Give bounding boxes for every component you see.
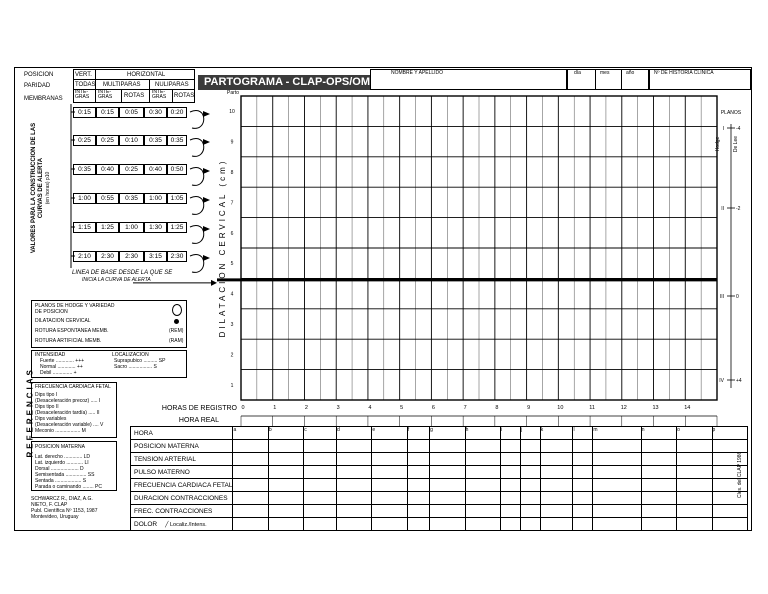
- bottom-table-cell[interactable]: l: [573, 427, 593, 440]
- alert-values-cell: 1:25: [96, 222, 119, 233]
- rotas-col5: ROTAS: [174, 93, 195, 99]
- bottom-table-row-label: PULSO MATERNO: [131, 466, 233, 479]
- baseline-line2: INICIA LA CURVA DE ALERTA: [82, 277, 151, 283]
- bottom-table-cell[interactable]: e: [372, 427, 407, 440]
- x-tick-label: 11: [589, 405, 595, 411]
- hodge-plane-label: I: [722, 126, 724, 132]
- bottom-table-cell[interactable]: [500, 492, 520, 505]
- row-label-membranas: MEMBRANAS: [24, 96, 63, 102]
- ref-rotura-esp: ROTURA ESPONTANEA MEMB.: [35, 328, 109, 334]
- bottom-table-cell[interactable]: [465, 479, 500, 492]
- bottom-table-cell[interactable]: [593, 440, 641, 453]
- ref-rotura-art-code: (RAM): [169, 338, 184, 344]
- x-tick-label: 9: [527, 405, 531, 411]
- x-tick-label: 3: [336, 405, 340, 411]
- ref-intensidad-1: Fuerte ............. +++: [40, 358, 85, 364]
- bottom-table-cell[interactable]: [540, 492, 573, 505]
- alert-values-cell: 0:35: [167, 135, 187, 146]
- bottom-table-cell[interactable]: [573, 440, 593, 453]
- bottom-table-cell[interactable]: [520, 492, 540, 505]
- alert-values-cell: 0:40: [96, 164, 119, 175]
- alert-values-cell: 2:30: [167, 251, 187, 262]
- form-title: PARTOGRAMA - CLAP-OPS/OMS: [204, 76, 378, 88]
- hodge-plane-label: III: [719, 294, 724, 300]
- bottom-table-cell[interactable]: [337, 505, 372, 518]
- bottom-table-cell[interactable]: i: [500, 427, 520, 440]
- alert-values-cell: 1:25: [167, 222, 187, 233]
- bottom-table-cell[interactable]: [430, 479, 465, 492]
- bottom-table-cell[interactable]: [520, 466, 540, 479]
- date-day-label: día: [574, 70, 581, 76]
- nuliparas-header: NULIPARAS: [155, 82, 189, 88]
- bottom-table-cell[interactable]: [641, 479, 676, 492]
- ref-posicion-item: Lat. derecho ............. LD: [35, 454, 91, 460]
- bottom-table-cell[interactable]: [677, 453, 712, 466]
- y-tick-label: 2: [230, 352, 234, 359]
- delee-plane-label: 0: [736, 294, 739, 300]
- bottom-table-cell[interactable]: [540, 479, 573, 492]
- ref-intensidad: INTENSIDAD: [35, 352, 66, 358]
- alert-values-cell: 0:55: [96, 193, 119, 204]
- alert-arrow-icon: [203, 139, 210, 145]
- bottom-table-cell[interactable]: [593, 518, 641, 531]
- hodge-label: Hodge: [715, 136, 721, 152]
- bottom-table-cell[interactable]: [233, 440, 268, 453]
- y-axis-title: DILATACION CERVICAL (cm): [218, 158, 227, 338]
- alert-values-cell: 0:35: [73, 164, 96, 175]
- ref-localizacion-1: Suprapubico .......... SP: [114, 358, 166, 364]
- bottom-table-cell[interactable]: n: [641, 427, 676, 440]
- ref-intensidad-2: Normal ............. ++: [40, 364, 83, 370]
- bottom-table-cell[interactable]: [268, 453, 303, 466]
- bottom-table-cell[interactable]: [304, 440, 337, 453]
- alert-values-cell: 2:10: [73, 251, 96, 262]
- multiparas-header: MULTIPARAS: [103, 82, 141, 88]
- x-tick-label: 12: [620, 405, 627, 411]
- bottom-table-row-label: POSICION MATERNA: [131, 440, 233, 453]
- bottom-table-cell[interactable]: j: [520, 427, 540, 440]
- y-tick-label: 5: [230, 261, 234, 268]
- x-tick-label: 1: [273, 405, 277, 411]
- bottom-table-cell[interactable]: [573, 505, 593, 518]
- y-tick-label: 4: [230, 291, 234, 298]
- ref-fcf-title: FRECUENCIA CARDIACA FETAL: [35, 384, 111, 390]
- y-tick-label: 9: [230, 139, 234, 146]
- delee-label: De Lee: [733, 135, 739, 153]
- ref-posicion-item: Lat. izquierdo ............ LI: [35, 460, 89, 466]
- alert-values-cell: 1:05: [167, 193, 187, 204]
- bottom-table-cell[interactable]: [520, 518, 540, 531]
- ref-planos: PLANOS DE HODGE Y VARIEDAD DE POSICION: [35, 303, 115, 315]
- bottom-table-cell[interactable]: [430, 518, 465, 531]
- bottom-table-cell[interactable]: [372, 453, 407, 466]
- bottom-table-cell[interactable]: [573, 453, 593, 466]
- bottom-table-row: [131, 453, 748, 466]
- planes-label: PLANOS: [720, 110, 742, 116]
- hodge-plane-label: IV: [719, 378, 724, 384]
- bottom-table-row: [131, 427, 748, 440]
- ref-rotura-esp-code: (REM): [169, 328, 184, 334]
- parto-label: Parto: [227, 90, 239, 96]
- bottom-table-cell[interactable]: [372, 479, 407, 492]
- bottom-table-cell[interactable]: [304, 479, 337, 492]
- bottom-table-cell[interactable]: [233, 479, 268, 492]
- bottom-table-cell[interactable]: [372, 505, 407, 518]
- todas-header: TODAS: [75, 82, 96, 88]
- bottom-table-cell[interactable]: [712, 505, 747, 518]
- references-label: REFERENCIAS: [25, 367, 35, 458]
- alert-curve-bracket: [190, 139, 204, 157]
- bottom-table-cell[interactable]: [407, 466, 429, 479]
- bottom-table-cell[interactable]: [540, 440, 573, 453]
- alert-values-cell: 0:35: [144, 135, 167, 146]
- bottom-table-cell[interactable]: g: [430, 427, 465, 440]
- bottom-table-cell[interactable]: [593, 492, 641, 505]
- bottom-table-row-label: FRECUENCIA CARDIACA FETAL: [131, 479, 233, 492]
- ref-posicion-list: [35, 454, 102, 490]
- y-tick-label: 7: [230, 200, 234, 207]
- x-tick-label: 0: [241, 405, 245, 411]
- integras-col4: INTE- GRAS: [152, 89, 167, 100]
- alert-curve-bracket: [190, 255, 204, 273]
- alert-values-cell: 1:00: [73, 193, 96, 204]
- record-label: Nº DE HISTORIA CLINICA: [654, 70, 714, 76]
- references-box-1: [31, 300, 187, 348]
- x-tick-label: 2: [304, 405, 308, 411]
- bottom-table-cell[interactable]: [520, 479, 540, 492]
- rotas-col3: ROTAS: [124, 93, 145, 99]
- alert-values-cell: 1:00: [119, 222, 144, 233]
- bottom-table-cell[interactable]: [430, 440, 465, 453]
- bottom-table-cell[interactable]: [268, 440, 303, 453]
- alert-values-cell: 2:30: [119, 251, 144, 262]
- integras-col1: INTE- GRAS: [75, 89, 90, 100]
- bottom-table-cell[interactable]: [520, 505, 540, 518]
- ref-fcf-item: Dips variables: [35, 416, 67, 422]
- bottom-table-cell[interactable]: [677, 505, 712, 518]
- alert-arrow-icon: [203, 255, 210, 261]
- ref-dilatacion: DILATACION CERVICAL: [35, 318, 91, 324]
- bottom-table-cell[interactable]: c: [304, 427, 337, 440]
- references-box-fcf: [31, 382, 117, 438]
- alert-curve-bracket: [190, 111, 204, 129]
- ref-fcf-item: Dips tipo II: [35, 404, 59, 410]
- bottom-table-cell[interactable]: [573, 492, 593, 505]
- x-tick-label: 6: [431, 405, 435, 411]
- horizontal-header: HORIZONTAL: [127, 72, 166, 78]
- bottom-table-cell[interactable]: [520, 453, 540, 466]
- bottom-table-cell[interactable]: k: [540, 427, 573, 440]
- bottom-table-cell[interactable]: [337, 479, 372, 492]
- alert-values-cell: 0:05: [119, 107, 144, 118]
- bottom-data-table: [130, 426, 748, 531]
- partograph-form: [14, 67, 752, 531]
- bottom-table-cell[interactable]: [407, 518, 429, 531]
- bottom-table-row: [131, 505, 748, 518]
- alert-curve-bracket: [190, 197, 204, 215]
- y-tick-label: 8: [230, 170, 234, 176]
- alert-values-cell: 1:15: [73, 222, 96, 233]
- ref-fcf-item: Dips tipo I: [35, 392, 58, 398]
- bottom-table-cell[interactable]: [407, 440, 429, 453]
- alert-arrow-icon: [203, 168, 210, 174]
- ref-posicion-item: Dorsal .................... D: [35, 466, 84, 472]
- bottom-table-cell[interactable]: f: [407, 427, 429, 440]
- bottom-table-row-label: HORA: [131, 427, 233, 440]
- hodge-symbol-icon: [172, 304, 182, 316]
- bottom-table-cell[interactable]: [500, 518, 520, 531]
- bottom-table-cell[interactable]: [465, 492, 500, 505]
- name-label: NOMBRE Y APELLIDO: [391, 70, 444, 76]
- y-tick-label: 3: [230, 322, 234, 328]
- date-year-label: año: [626, 70, 635, 76]
- alert-values-cell: 0:50: [167, 164, 187, 175]
- bottom-table-cell[interactable]: d: [337, 427, 372, 440]
- bottom-table-cell[interactable]: [268, 492, 303, 505]
- bottom-table-cell[interactable]: [465, 518, 500, 531]
- bottom-table-cell[interactable]: [430, 453, 465, 466]
- delee-plane-label: -2: [736, 206, 741, 212]
- alert-values-cell: 0:20: [167, 107, 187, 118]
- bottom-table-cell[interactable]: [304, 453, 337, 466]
- bottom-table-cell[interactable]: [407, 505, 429, 518]
- bottom-table-cell[interactable]: [573, 518, 593, 531]
- ref-posicion-item: Sentada ................... S: [35, 478, 87, 484]
- bottom-table-cell[interactable]: [677, 492, 712, 505]
- credits: [31, 496, 98, 520]
- bottom-table-cell[interactable]: [593, 453, 641, 466]
- bottom-table-row-label: DOLOR ╱ Localiz./Intens.: [131, 518, 233, 531]
- alert-values-cell: 0:15: [96, 107, 119, 118]
- bottom-table-cell[interactable]: [304, 466, 337, 479]
- bottom-table-cell[interactable]: [500, 453, 520, 466]
- y-tick-label: 1: [230, 382, 234, 389]
- bottom-table-cell[interactable]: [268, 479, 303, 492]
- bottom-table-cell[interactable]: [407, 453, 429, 466]
- vert-header: VERT.: [75, 72, 92, 78]
- references-box-posicion: [31, 441, 117, 491]
- x-tick-label: 7: [463, 405, 467, 411]
- y-tick-label: 10: [229, 109, 235, 116]
- bottom-table-cell[interactable]: [540, 518, 573, 531]
- bottom-table-cell[interactable]: [407, 479, 429, 492]
- bottom-table-row: [131, 440, 748, 453]
- bottom-table-cell[interactable]: [304, 505, 337, 518]
- dilatation-dot-icon: [174, 319, 179, 324]
- bottom-table-cell[interactable]: [268, 466, 303, 479]
- bottom-table-cell[interactable]: [372, 466, 407, 479]
- x-tick-label: 10: [557, 405, 564, 411]
- bottom-table-row-label: FREC. CONTRACCIONES: [131, 505, 233, 518]
- bottom-table-row: [131, 492, 748, 505]
- bottom-table-cell[interactable]: [407, 492, 429, 505]
- bottom-table-cell[interactable]: [500, 505, 520, 518]
- references-box-2: [31, 350, 187, 378]
- credit-line: Montevideo, Uruguay: [31, 514, 79, 520]
- bottom-table-row: [131, 518, 748, 531]
- bottom-table-cell[interactable]: [540, 453, 573, 466]
- alert-values-subtitle: (en horas) p10: [45, 171, 51, 205]
- bottom-table-cell[interactable]: [337, 466, 372, 479]
- bottom-table-cell[interactable]: [304, 518, 337, 531]
- x-axis-title: HORAS DE REGISTRO: [161, 405, 237, 412]
- bottom-table-cell[interactable]: [268, 505, 303, 518]
- footer-code-text: Cles. del CLAP 1986: [737, 451, 743, 498]
- real-time-title: HORA REAL: [178, 417, 219, 424]
- bottom-table-row: [131, 466, 748, 479]
- footer-code: [738, 452, 743, 498]
- alert-curve-bracket: [190, 226, 204, 244]
- bottom-table-cell[interactable]: [573, 479, 593, 492]
- bottom-table-cell[interactable]: [593, 466, 641, 479]
- bottom-table-cell[interactable]: [540, 466, 573, 479]
- alert-values-cell: 0:25: [96, 135, 119, 146]
- alert-values-cell: 0:15: [73, 107, 96, 118]
- bottom-table-cell[interactable]: [712, 440, 747, 453]
- alert-arrow-icon: [203, 197, 210, 203]
- alert-values-cell: 2:30: [96, 251, 119, 262]
- delee-plane-label: -4: [736, 126, 741, 132]
- bottom-table-cell[interactable]: h: [465, 427, 500, 440]
- bottom-table-cell[interactable]: o: [677, 427, 712, 440]
- bottom-table-cell[interactable]: [233, 453, 268, 466]
- bottom-table-cell[interactable]: [573, 466, 593, 479]
- credit-line: SCHWARCZ R., DIAZ, A.G.: [31, 496, 93, 502]
- alert-curve-bracket: [190, 168, 204, 186]
- bottom-table-cell[interactable]: [677, 466, 712, 479]
- alert-values-cell: 0:25: [73, 135, 96, 146]
- row-label-paridad: PARIDAD: [24, 83, 51, 89]
- delee-plane-label: +4: [736, 378, 742, 384]
- bottom-table-cell[interactable]: [233, 466, 268, 479]
- bottom-table-cell[interactable]: [304, 492, 337, 505]
- baseline-line1: LINEA DE BASE DESDE LA QUE SE: [72, 270, 173, 276]
- bottom-table-cell[interactable]: [337, 440, 372, 453]
- bottom-table-cell[interactable]: [677, 479, 712, 492]
- bottom-table-cell[interactable]: [500, 466, 520, 479]
- bottom-table-row-label: DURACION CONTRACCIONES: [131, 492, 233, 505]
- ref-fcf-item: (Desaceleración tardía) ..... II: [35, 410, 100, 416]
- credit-line: NIETO, F. CLAP: [31, 502, 68, 508]
- bottom-table-cell[interactable]: [641, 440, 676, 453]
- bottom-table-cell[interactable]: [337, 518, 372, 531]
- bottom-table-cell[interactable]: [641, 492, 676, 505]
- bottom-table-cell[interactable]: [337, 453, 372, 466]
- bottom-table-cell[interactable]: [268, 518, 303, 531]
- ref-localizacion: LOCALIZACION: [112, 352, 149, 358]
- ref-intensidad-3: Debil .............. +: [40, 370, 77, 376]
- alert-values-cell: 0:25: [119, 164, 144, 175]
- alert-values-cell: 0:10: [119, 135, 144, 146]
- bottom-table-cell[interactable]: [465, 440, 500, 453]
- bottom-table-cell[interactable]: m: [593, 427, 641, 440]
- alert-values-cell: 0:35: [119, 193, 144, 204]
- bottom-table-cell[interactable]: [641, 453, 676, 466]
- bottom-table-row-label: TENSION ARTERIAL: [131, 453, 233, 466]
- x-tick-label: 8: [495, 405, 499, 411]
- bottom-table-cell[interactable]: p: [712, 427, 747, 440]
- hodge-plane-label: II: [721, 206, 724, 212]
- bottom-table-cell[interactable]: [540, 505, 573, 518]
- bottom-table-cell[interactable]: [500, 479, 520, 492]
- bottom-table-cell[interactable]: [641, 505, 676, 518]
- bottom-table-cell[interactable]: [465, 453, 500, 466]
- bottom-table-cell[interactable]: [233, 518, 268, 531]
- alert-values-cell: 1:30: [144, 222, 167, 233]
- bottom-table-cell[interactable]: [520, 440, 540, 453]
- bottom-table-cell[interactable]: [465, 505, 500, 518]
- date-month-label: mes: [600, 70, 610, 76]
- y-tick-label: 6: [230, 230, 234, 237]
- bottom-table-cell[interactable]: [233, 505, 268, 518]
- credit-line: Publ. Científica Nº 1153, 1987: [31, 508, 98, 514]
- bottom-table-cell[interactable]: [372, 518, 407, 531]
- ref-fcf-list: [35, 392, 103, 434]
- bottom-table-cell[interactable]: [641, 518, 676, 531]
- baseline-arrow-head-icon: [211, 280, 217, 286]
- bottom-table-cell[interactable]: [233, 492, 268, 505]
- integras-col2: INTE- GRAS: [98, 89, 113, 100]
- alert-values-cell: 0:30: [144, 107, 167, 118]
- dolor-subtitle: ╱ Localiz./Intens.: [165, 521, 207, 528]
- bottom-table-cell[interactable]: [337, 492, 372, 505]
- ref-posicion-item: Semisentada ............... SS: [35, 472, 95, 478]
- alert-values-cell: 0:40: [144, 164, 167, 175]
- alert-arrow-icon: [203, 226, 210, 232]
- ref-fcf-item: Meconio .................. M: [35, 428, 86, 434]
- ref-localizacion-2: Sacro ................. S: [114, 364, 157, 370]
- bottom-table-cell[interactable]: [430, 492, 465, 505]
- x-tick-label: 5: [400, 405, 404, 411]
- ref-posicion-item: Parada o caminando ........ PC: [35, 484, 102, 490]
- bottom-table-cell[interactable]: [430, 466, 465, 479]
- bottom-table-cell[interactable]: [712, 518, 747, 531]
- alert-values-cell: 3:15: [144, 251, 167, 262]
- bottom-table-cell[interactable]: [465, 466, 500, 479]
- row-label-posicion: POSICION: [24, 72, 54, 78]
- ref-posicion-title: POSICION MATERNA: [35, 444, 85, 450]
- x-tick-label: 4: [368, 405, 372, 411]
- bottom-table-cell[interactable]: [593, 479, 641, 492]
- x-tick-label: 14: [684, 405, 691, 411]
- bottom-table-cell[interactable]: [372, 440, 407, 453]
- bottom-table-cell[interactable]: b: [268, 427, 303, 440]
- bottom-table-cell[interactable]: [593, 505, 641, 518]
- bottom-table-cell[interactable]: [677, 440, 712, 453]
- alert-values-cell: 1:00: [144, 193, 167, 204]
- bottom-table-cell[interactable]: a: [233, 427, 268, 440]
- bottom-table-cell[interactable]: [677, 518, 712, 531]
- ref-rotura-art: ROTURA ARTIFICIAL MEMB.: [35, 338, 102, 344]
- bottom-table-row: [131, 479, 748, 492]
- bottom-table-cell[interactable]: [500, 440, 520, 453]
- alert-values-title: VALORES PARA LA CONSTRUCCION DE LAS CURVAS DE ALERTA: [31, 122, 44, 254]
- bottom-table-cell[interactable]: [372, 492, 407, 505]
- bottom-table-cell[interactable]: [430, 505, 465, 518]
- alert-arrow-icon: [203, 111, 210, 117]
- bottom-table-cell[interactable]: [641, 466, 676, 479]
- ref-fcf-item: (Desaceleración variable) .... V: [35, 422, 104, 428]
- ref-fcf-item: (Desaceleración precoz) ..... I: [35, 398, 101, 404]
- x-tick-label: 13: [652, 405, 659, 411]
